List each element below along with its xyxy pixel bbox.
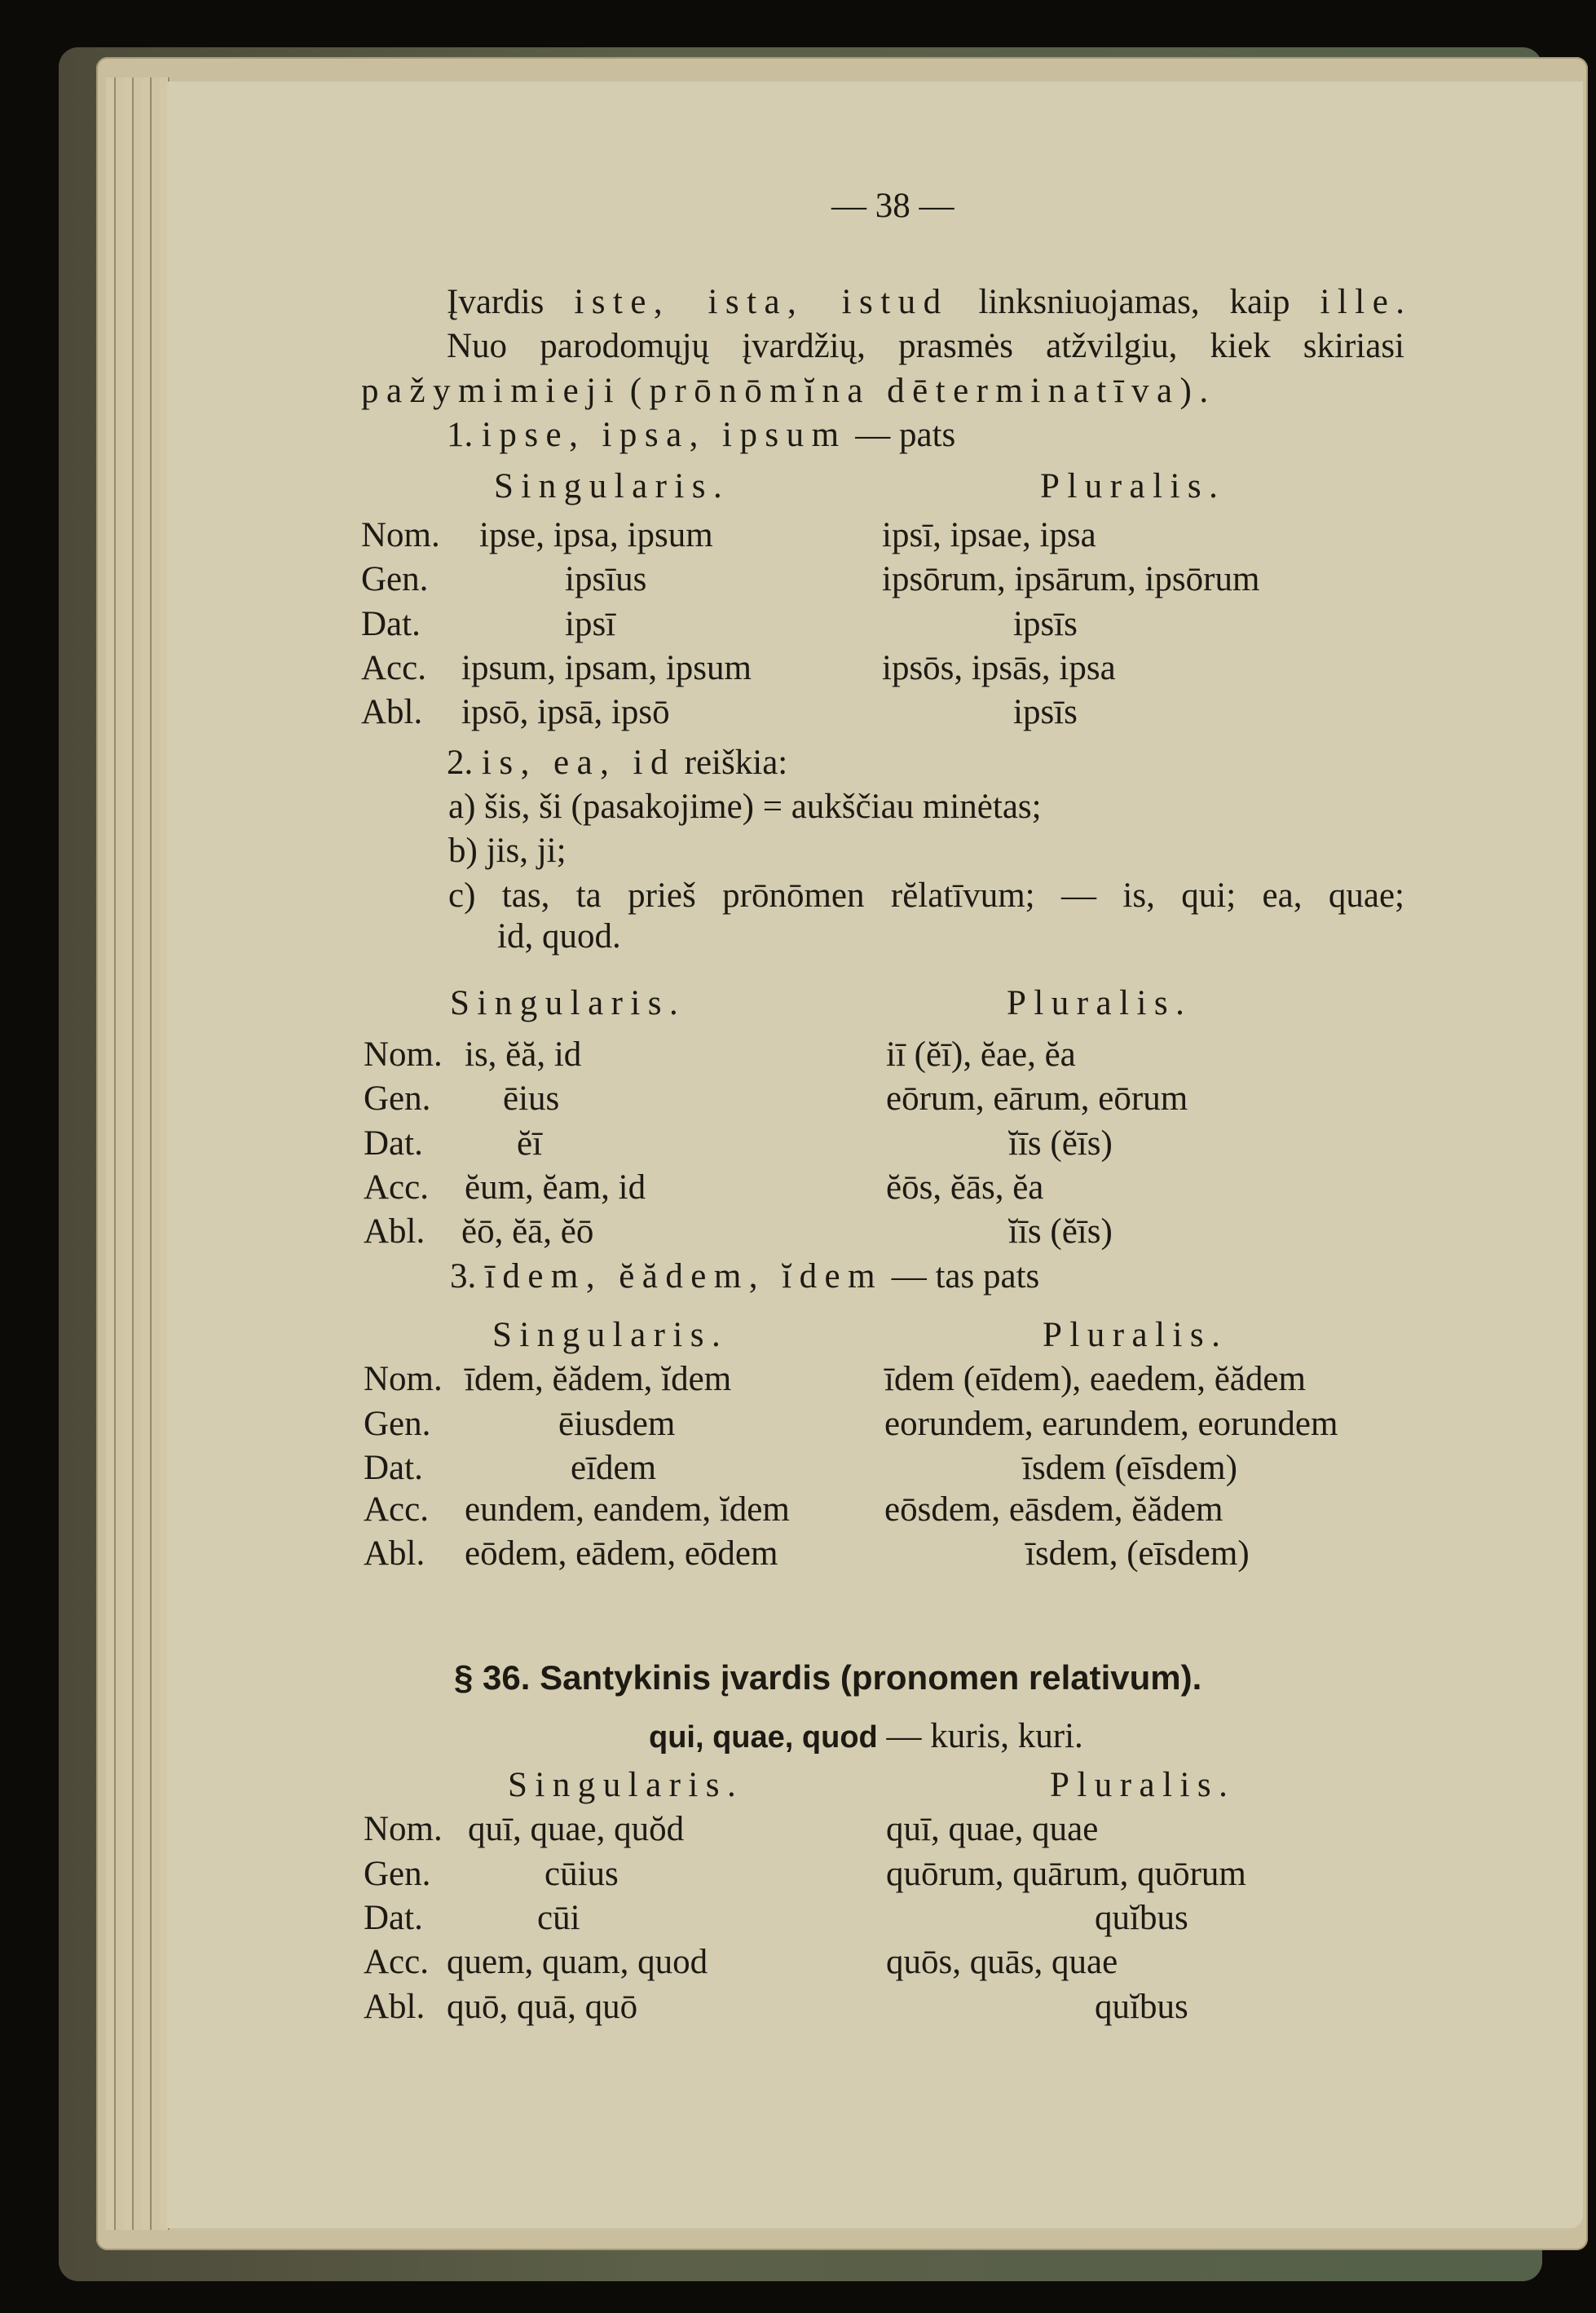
singular-form: ipsum, ipsam, ipsum (461, 649, 752, 687)
section-subtitle (649, 1716, 1083, 1758)
plural-form: quōs, quās, quae (886, 1943, 1118, 1981)
plural-form: quōrum, quārum, quōrum (886, 1855, 1246, 1893)
singular-header: Singularis. (494, 467, 730, 505)
case-label: Acc. (361, 649, 426, 687)
case-label: Gen. (364, 1855, 431, 1893)
meaning-c: c) tas, ta prieš prōnōmen rĕlatīvum; — is, qui; ea, quae; (448, 876, 1404, 915)
meaning: — tas pats (891, 1257, 1040, 1296)
case-label: Acc. (364, 1490, 429, 1529)
singular-form: ipse, ipsa, ipsum (479, 516, 713, 554)
text: Įvardis (447, 283, 544, 321)
plural-form: īsdem, (eīsdem) (1025, 1534, 1250, 1573)
spaced-words: ipse, ipsa, ipsum (482, 416, 847, 454)
singular-form: eundem, eandem, ĭdem (465, 1490, 790, 1529)
spaced-word: ille (1320, 283, 1396, 321)
spaced-word: pažymimieji (361, 372, 621, 410)
case-label: Nom. (361, 516, 440, 554)
singular-header: Singularis. (508, 1766, 744, 1804)
case-label: Abl. (364, 1534, 425, 1573)
singular-form: is, ĕă, id (465, 1035, 582, 1074)
spaced-words: is, ea, id (482, 744, 676, 782)
plural-form: iī (ĕī), ĕae, ĕa (886, 1035, 1076, 1074)
case-label: Dat. (364, 1124, 423, 1163)
section-3-title (450, 1256, 1039, 1297)
case-label: Dat. (361, 605, 421, 643)
plural-header: Pluralis. (1050, 1766, 1236, 1804)
section-1-title (447, 415, 955, 456)
plural-form: quĭbus (1095, 1899, 1188, 1937)
singular-form: ēius (503, 1079, 560, 1118)
plural-form: eōrum, eārum, eōrum (886, 1079, 1188, 1118)
plural-form: eorundem, earundem, eorundem (884, 1405, 1338, 1443)
meaning-a: a) šis, ši (pasakojime) = aukščiau minėtas; (448, 788, 1042, 826)
plural-form: ĭīs (ĕīs) (1008, 1124, 1113, 1163)
plural-form: ipsōs, ipsās, ipsa (882, 649, 1116, 687)
plural-form: quĭbus (1095, 1988, 1188, 2026)
meaning-b: b) jis, ji; (448, 832, 567, 870)
number: 1. (447, 416, 474, 454)
number: 2. (447, 744, 474, 782)
number: 3. (450, 1257, 477, 1296)
section-2-title (447, 743, 787, 784)
singular-header: Singularis. (492, 1316, 729, 1354)
case-label: Abl. (364, 1212, 425, 1251)
spaced-words: iste, ista, istud (574, 283, 949, 321)
singular-form: ĕum, ĕam, id (465, 1168, 646, 1207)
subtitle-bold: qui, quae, quod (649, 1720, 878, 1755)
singular-form: eōdem, eādem, eōdem (465, 1534, 778, 1573)
plural-form: ipsīs (1013, 605, 1078, 643)
case-label: Dat. (364, 1449, 423, 1487)
singular-form: īdem, ĕădem, ĭdem (465, 1360, 732, 1398)
intro-line-2: Nuo parodomųjų įvardžių, prasmės atžvilgiu, kiek skiriasi (447, 327, 1404, 365)
meaning: — pats (855, 416, 956, 454)
case-label: Abl. (364, 1988, 425, 2026)
intro-line-3 (361, 371, 1216, 412)
subtitle-rest: — kuris, kuri. (886, 1717, 1083, 1755)
singular-form: ĕī (517, 1124, 543, 1163)
plural-form: īsdem (eīsdem) (1022, 1449, 1237, 1487)
intro-line-1 (447, 282, 1404, 323)
plural-header: Pluralis. (1040, 467, 1226, 505)
singular-header: Singularis. (450, 984, 686, 1022)
singular-form: ipsī (565, 605, 616, 643)
singular-form: quī, quae, quŏd (468, 1810, 685, 1848)
case-label: Nom. (364, 1360, 443, 1398)
case-label: Acc. (364, 1168, 429, 1207)
plural-header: Pluralis. (1007, 984, 1193, 1022)
plural-header: Pluralis. (1043, 1316, 1228, 1354)
singular-form: quō, quā, quō (447, 1988, 638, 2026)
text: . (1395, 283, 1404, 321)
plural-form: eōsdem, eāsdem, ĕădem (884, 1490, 1223, 1529)
singular-form: ipsō, ipsā, ipsō (461, 693, 670, 731)
case-label: Gen. (364, 1405, 431, 1443)
plural-form: ĭīs (ĕīs) (1008, 1212, 1113, 1251)
text: linksniuojamas, kaip (978, 283, 1290, 321)
plural-form: īdem (eīdem), eaedem, ĕădem (884, 1360, 1306, 1398)
spaced-words: īdem, ĕădem, ĭdem (485, 1257, 883, 1296)
singular-form: ĕō, ĕā, ĕō (461, 1212, 594, 1251)
meaning: reiškia: (684, 744, 788, 782)
plural-form: quī, quae, quae (886, 1810, 1099, 1848)
plural-form: ĕōs, ĕās, ĕa (886, 1168, 1044, 1207)
page-number: — 38 — (831, 187, 955, 225)
spaced-words: (prōnōmĭna dēterminatīva). (629, 372, 1216, 410)
page-edges (106, 77, 171, 2230)
case-label: Dat. (364, 1899, 423, 1937)
plural-form: ipsōrum, ipsārum, ipsōrum (882, 560, 1260, 598)
case-label: Nom. (364, 1035, 443, 1074)
section-heading: § 36. Santykinis įvardis (pronomen relativum). (454, 1658, 1202, 1697)
plural-form: ipsī, ipsae, ipsa (882, 516, 1096, 554)
singular-form: cūi (537, 1899, 580, 1937)
singular-form: eīdem (571, 1449, 657, 1487)
singular-form: ēiusdem (558, 1405, 676, 1443)
plural-form: ipsīs (1013, 693, 1078, 731)
case-label: Abl. (361, 693, 423, 731)
singular-form: ipsīus (565, 560, 647, 598)
singular-form: cūius (544, 1855, 619, 1893)
singular-form: quem, quam, quod (447, 1943, 708, 1981)
case-label: Gen. (361, 560, 429, 598)
meaning-c-continued: id, quod. (497, 917, 621, 956)
case-label: Acc. (364, 1943, 429, 1981)
case-label: Nom. (364, 1810, 443, 1848)
case-label: Gen. (364, 1079, 431, 1118)
